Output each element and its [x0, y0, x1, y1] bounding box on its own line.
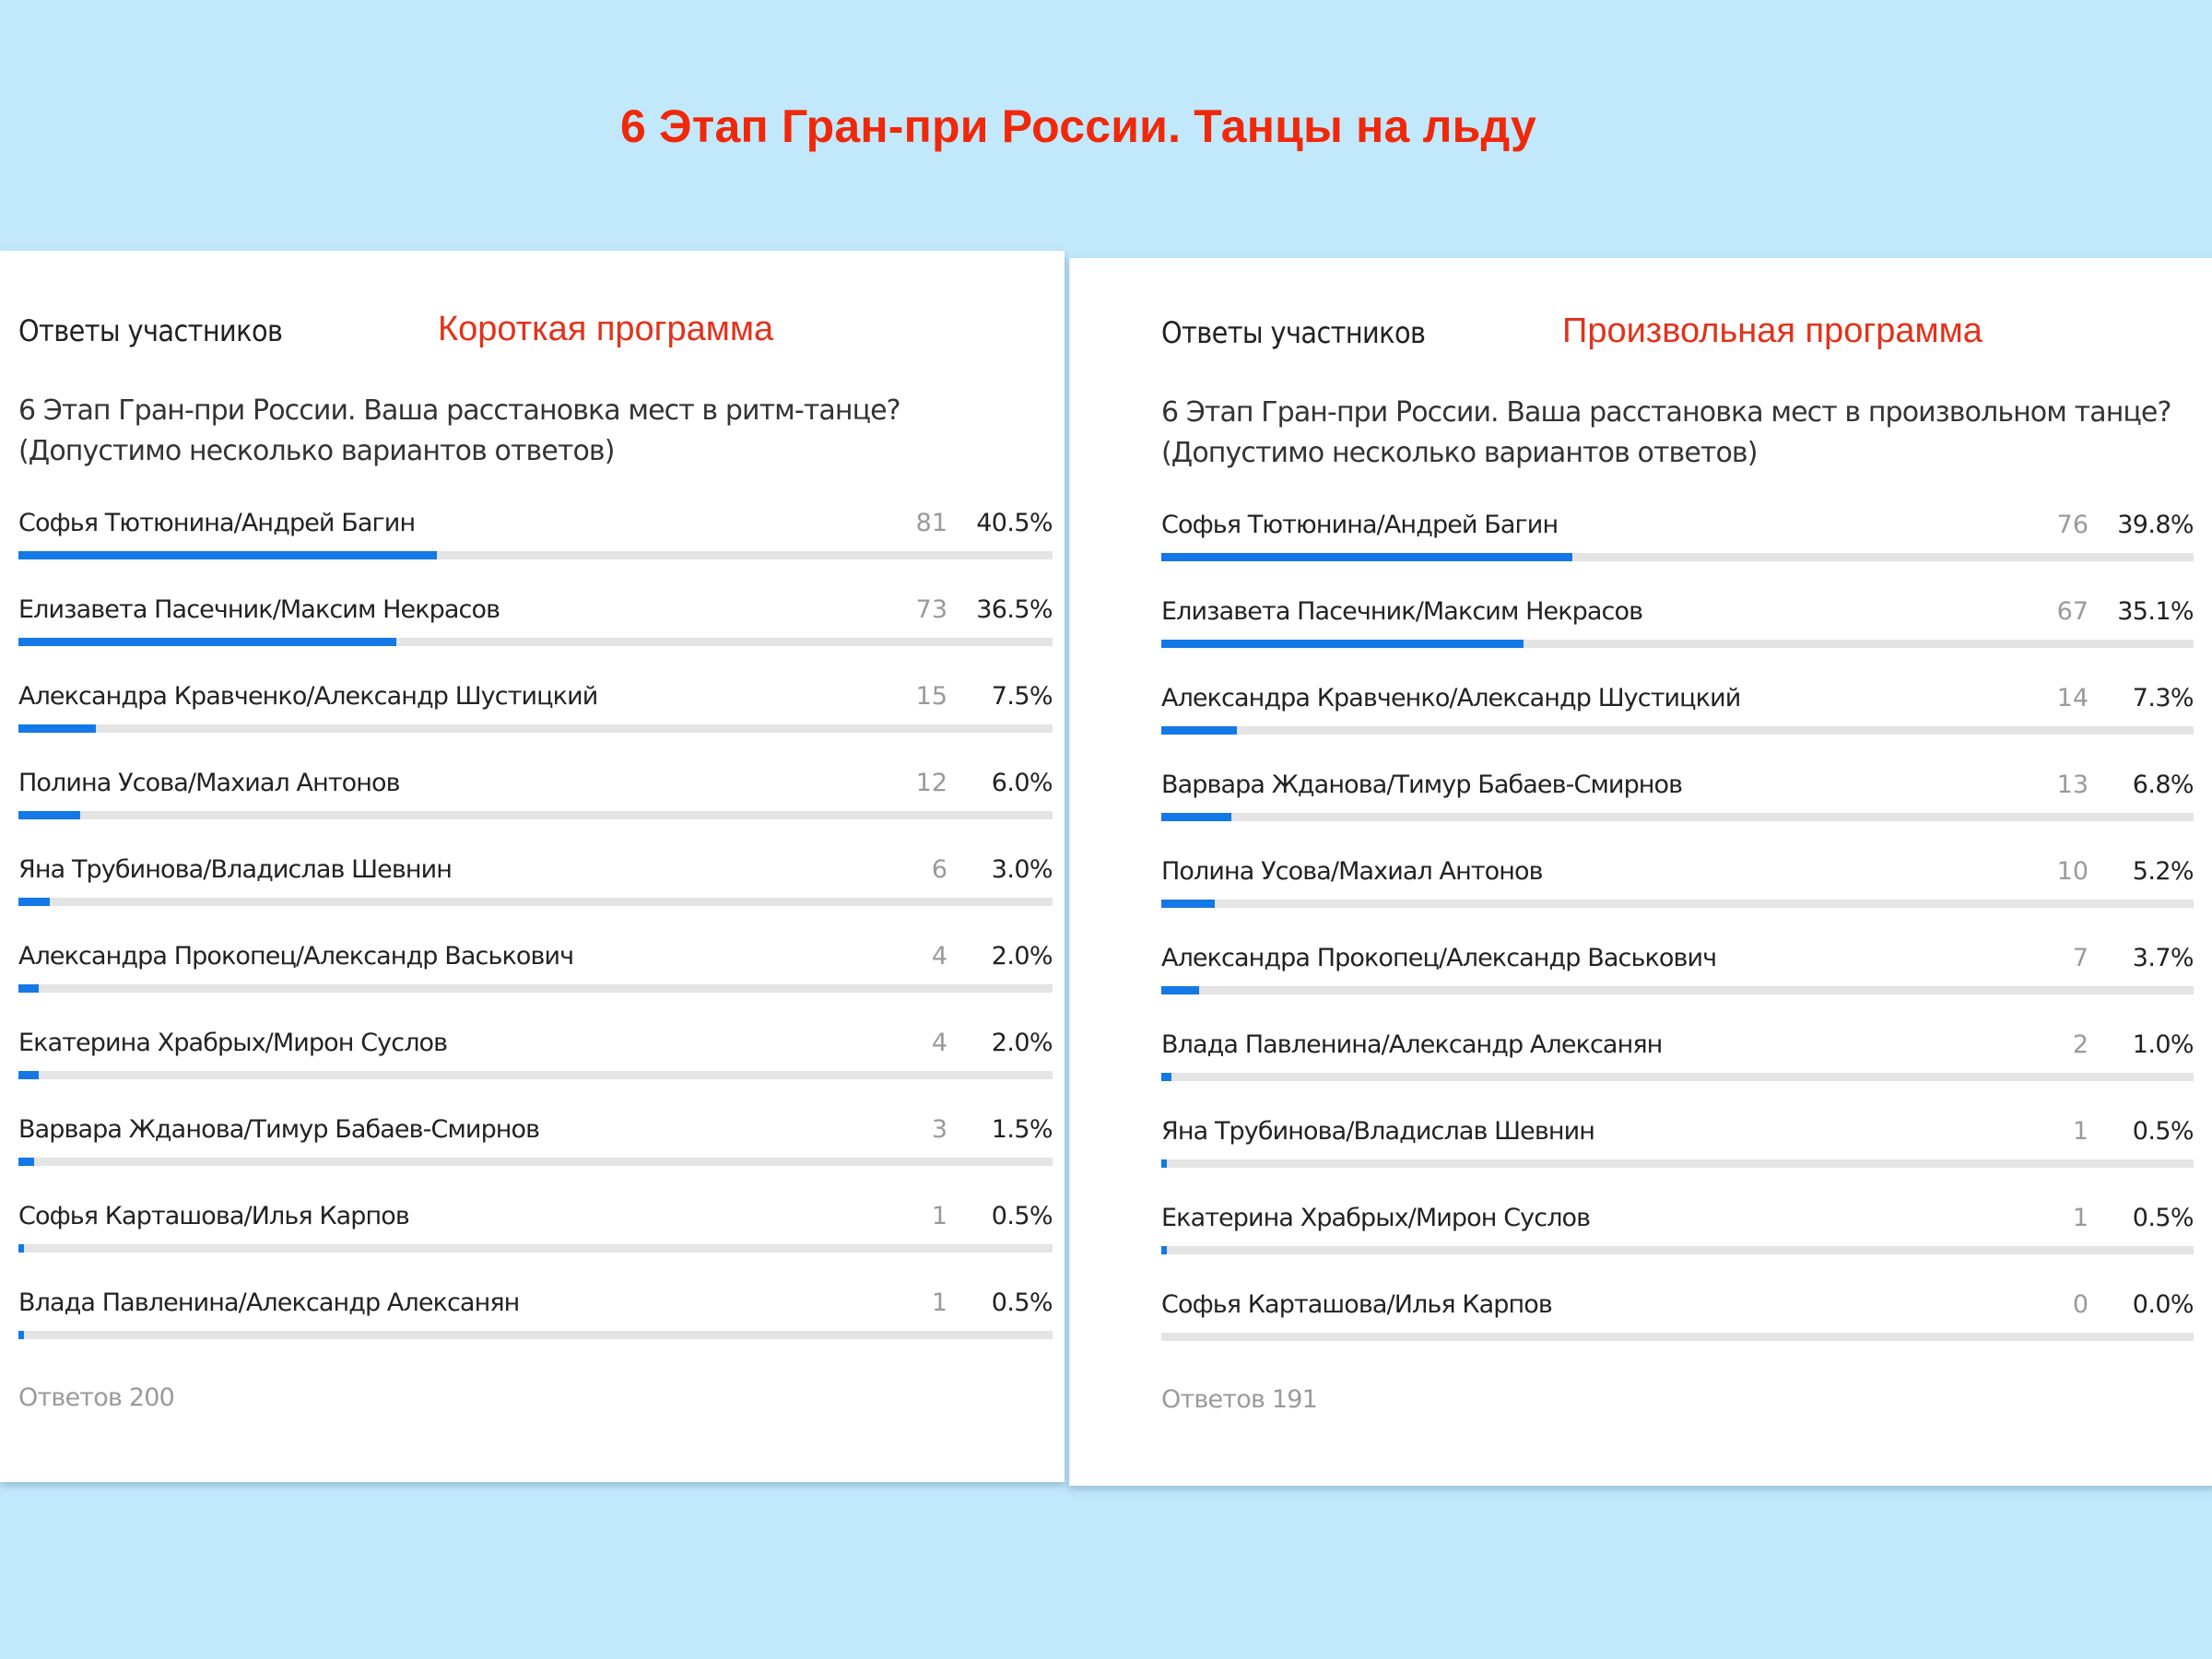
vote-percent: 3.0%: [991, 855, 1053, 884]
vote-count: 2: [2072, 1030, 2088, 1059]
vote-count: 81: [915, 509, 947, 537]
program-label: Произвольная программа: [1562, 312, 1983, 350]
option-label: Влада Павленина/Александр Алексанян: [1161, 1030, 1663, 1059]
result-row: [1161, 771, 2194, 857]
progress-bar-track: [1161, 553, 2194, 561]
vote-count: 1: [931, 1288, 947, 1317]
result-row: [1161, 1290, 2194, 1377]
progress-bar-track: [18, 1244, 1053, 1253]
option-label: Александра Прокопец/Александр Васькович: [1161, 944, 1717, 972]
vote-count: 73: [915, 595, 947, 624]
total-responses: Ответов 191: [1161, 1385, 1317, 1414]
progress-bar-track: [1161, 726, 2194, 735]
option-label: Яна Трубинова/Владислав Шевнин: [1161, 1117, 1595, 1146]
vote-count: 1: [931, 1202, 947, 1230]
vote-percent: 7.3%: [2132, 684, 2194, 712]
progress-bar-fill: [18, 898, 50, 906]
vote-percent: 1.0%: [2132, 1030, 2194, 1059]
vote-percent: 35.1%: [2117, 597, 2194, 626]
result-row: [18, 1029, 1053, 1115]
progress-bar-fill: [18, 551, 437, 559]
progress-bar-fill: [1161, 726, 1237, 735]
vote-count: 1: [2072, 1117, 2088, 1146]
result-row: [1161, 1204, 2194, 1290]
option-label: Софья Карташова/Илья Карпов: [18, 1202, 409, 1230]
total-responses: Ответов 200: [18, 1383, 174, 1412]
option-label: Полина Усова/Махиал Антонов: [18, 769, 400, 797]
vote-percent: 7.5%: [991, 682, 1053, 711]
option-label: Софья Тютюнина/Андрей Багин: [1161, 511, 1559, 539]
progress-bar-fill: [1161, 1159, 1167, 1168]
progress-bar-track: [18, 898, 1053, 906]
progress-bar-track: [1161, 986, 2194, 994]
option-label: Софья Карташова/Илья Карпов: [1161, 1290, 1552, 1319]
result-row: [1161, 597, 2194, 684]
progress-bar-track: [18, 1331, 1053, 1339]
vote-count: 0: [2072, 1290, 2088, 1319]
progress-bar-track: [1161, 900, 2194, 908]
slide-title: 6 Этап Гран-при России. Танцы на льду: [619, 100, 1537, 152]
progress-bar-track: [1161, 1073, 2194, 1081]
progress-bar-track: [18, 724, 1053, 733]
vote-percent: 36.5%: [976, 595, 1053, 624]
vote-percent: 3.7%: [2132, 944, 2194, 972]
vote-percent: 1.5%: [991, 1115, 1053, 1144]
progress-bar-track: [1161, 1333, 2194, 1341]
progress-bar-track: [18, 638, 1053, 646]
result-row: [1161, 857, 2194, 944]
progress-bar-fill: [1161, 1246, 1167, 1254]
result-row: [18, 769, 1053, 855]
progress-bar-fill: [1161, 640, 1524, 648]
result-row: [18, 855, 1053, 942]
result-row: [18, 1115, 1053, 1202]
poll-results-panel-free-program: [1069, 258, 2212, 1486]
results-list: [1161, 511, 2194, 1377]
panel-header: Ответы участников: [18, 313, 283, 348]
option-label: Полина Усова/Махиал Антонов: [1161, 857, 1543, 886]
vote-percent: 6.8%: [2132, 771, 2194, 799]
progress-bar-fill: [18, 1331, 24, 1339]
results-list: [18, 509, 1053, 1375]
progress-bar-fill: [1161, 900, 1215, 908]
progress-bar-fill: [18, 724, 96, 733]
progress-bar-track: [18, 1158, 1053, 1166]
vote-percent: 39.8%: [2117, 511, 2194, 539]
progress-bar-track: [18, 984, 1053, 993]
progress-bar-fill: [1161, 986, 1199, 994]
result-row: [1161, 944, 2194, 1030]
option-label: Влада Павленина/Александр Алексанян: [18, 1288, 520, 1317]
result-row: [18, 682, 1053, 769]
vote-count: 4: [931, 942, 947, 971]
result-row: [18, 509, 1053, 595]
result-row: [1161, 1030, 2194, 1117]
progress-bar-fill: [18, 638, 396, 646]
poll-question: 6 Этап Гран-при России. Ваша расстановка мест в ритм-танце? (Допустимо несколько вариантов ответов): [18, 394, 900, 467]
option-label: Александра Кравченко/Александр Шустицкий: [1161, 684, 1741, 712]
option-label: Варвара Жданова/Тимур Бабаев-Смирнов: [1161, 771, 1683, 799]
progress-bar-track: [18, 551, 1053, 559]
progress-bar-fill: [18, 1071, 39, 1079]
vote-percent: 2.0%: [991, 1029, 1053, 1057]
result-row: [1161, 511, 2194, 597]
program-label: Короткая программа: [438, 310, 774, 348]
vote-count: 4: [931, 1029, 947, 1057]
vote-percent: 0.5%: [2132, 1204, 2194, 1232]
vote-percent: 6.0%: [991, 769, 1053, 797]
progress-bar-track: [18, 811, 1053, 819]
result-row: [1161, 1117, 2194, 1204]
panel-header: Ответы участников: [1161, 315, 1426, 350]
progress-bar-fill: [1161, 813, 1231, 821]
vote-count: 15: [915, 682, 947, 711]
option-label: Елизавета Пасечник/Максим Некрасов: [1161, 597, 1643, 626]
progress-bar-fill: [1161, 1073, 1171, 1081]
option-label: Екатерина Храбрых/Мирон Суслов: [18, 1029, 448, 1057]
result-row: [18, 942, 1053, 1029]
result-row: [18, 595, 1053, 682]
vote-count: 10: [2056, 857, 2088, 886]
option-label: Софья Тютюнина/Андрей Багин: [18, 509, 416, 537]
option-label: Александра Прокопец/Александр Васькович: [18, 942, 574, 971]
vote-percent: 0.5%: [2132, 1117, 2194, 1146]
option-label: Елизавета Пасечник/Максим Некрасов: [18, 595, 500, 624]
progress-bar-fill: [18, 1158, 34, 1166]
progress-bar-fill: [18, 984, 39, 993]
vote-percent: 2.0%: [991, 942, 1053, 971]
poll-question: 6 Этап Гран-при России. Ваша расстановка мест в произвольном танце? (Допустимо несколько вариантов ответов): [1161, 396, 2171, 469]
progress-bar-fill: [1161, 553, 1572, 561]
progress-bar-track: [1161, 1246, 2194, 1254]
vote-percent: 5.2%: [2132, 857, 2194, 886]
poll-results-panel-short-program: [0, 251, 1065, 1482]
vote-count: 6: [931, 855, 947, 884]
result-row: [1161, 684, 2194, 771]
progress-bar-track: [1161, 640, 2194, 648]
vote-percent: 0.5%: [991, 1288, 1053, 1317]
vote-count: 7: [2072, 944, 2088, 972]
progress-bar-track: [1161, 1159, 2194, 1168]
vote-percent: 40.5%: [976, 509, 1053, 537]
progress-bar-track: [18, 1071, 1053, 1079]
progress-bar-fill: [18, 1244, 24, 1253]
vote-count: 76: [2056, 511, 2088, 539]
option-label: Екатерина Храбрых/Мирон Суслов: [1161, 1204, 1591, 1232]
vote-percent: 0.0%: [2132, 1290, 2194, 1319]
progress-bar-track: [1161, 813, 2194, 821]
vote-count: 1: [2072, 1204, 2088, 1232]
vote-count: 3: [931, 1115, 947, 1144]
option-label: Александра Кравченко/Александр Шустицкий: [18, 682, 598, 711]
progress-bar-fill: [18, 811, 80, 819]
option-label: Яна Трубинова/Владислав Шевнин: [18, 855, 453, 884]
vote-count: 67: [2056, 597, 2088, 626]
vote-percent: 0.5%: [991, 1202, 1053, 1230]
result-row: [18, 1202, 1053, 1288]
option-label: Варвара Жданова/Тимур Бабаев-Смирнов: [18, 1115, 540, 1144]
vote-count: 13: [2056, 771, 2088, 799]
vote-count: 14: [2056, 684, 2088, 712]
result-row: [18, 1288, 1053, 1375]
vote-count: 12: [915, 769, 947, 797]
